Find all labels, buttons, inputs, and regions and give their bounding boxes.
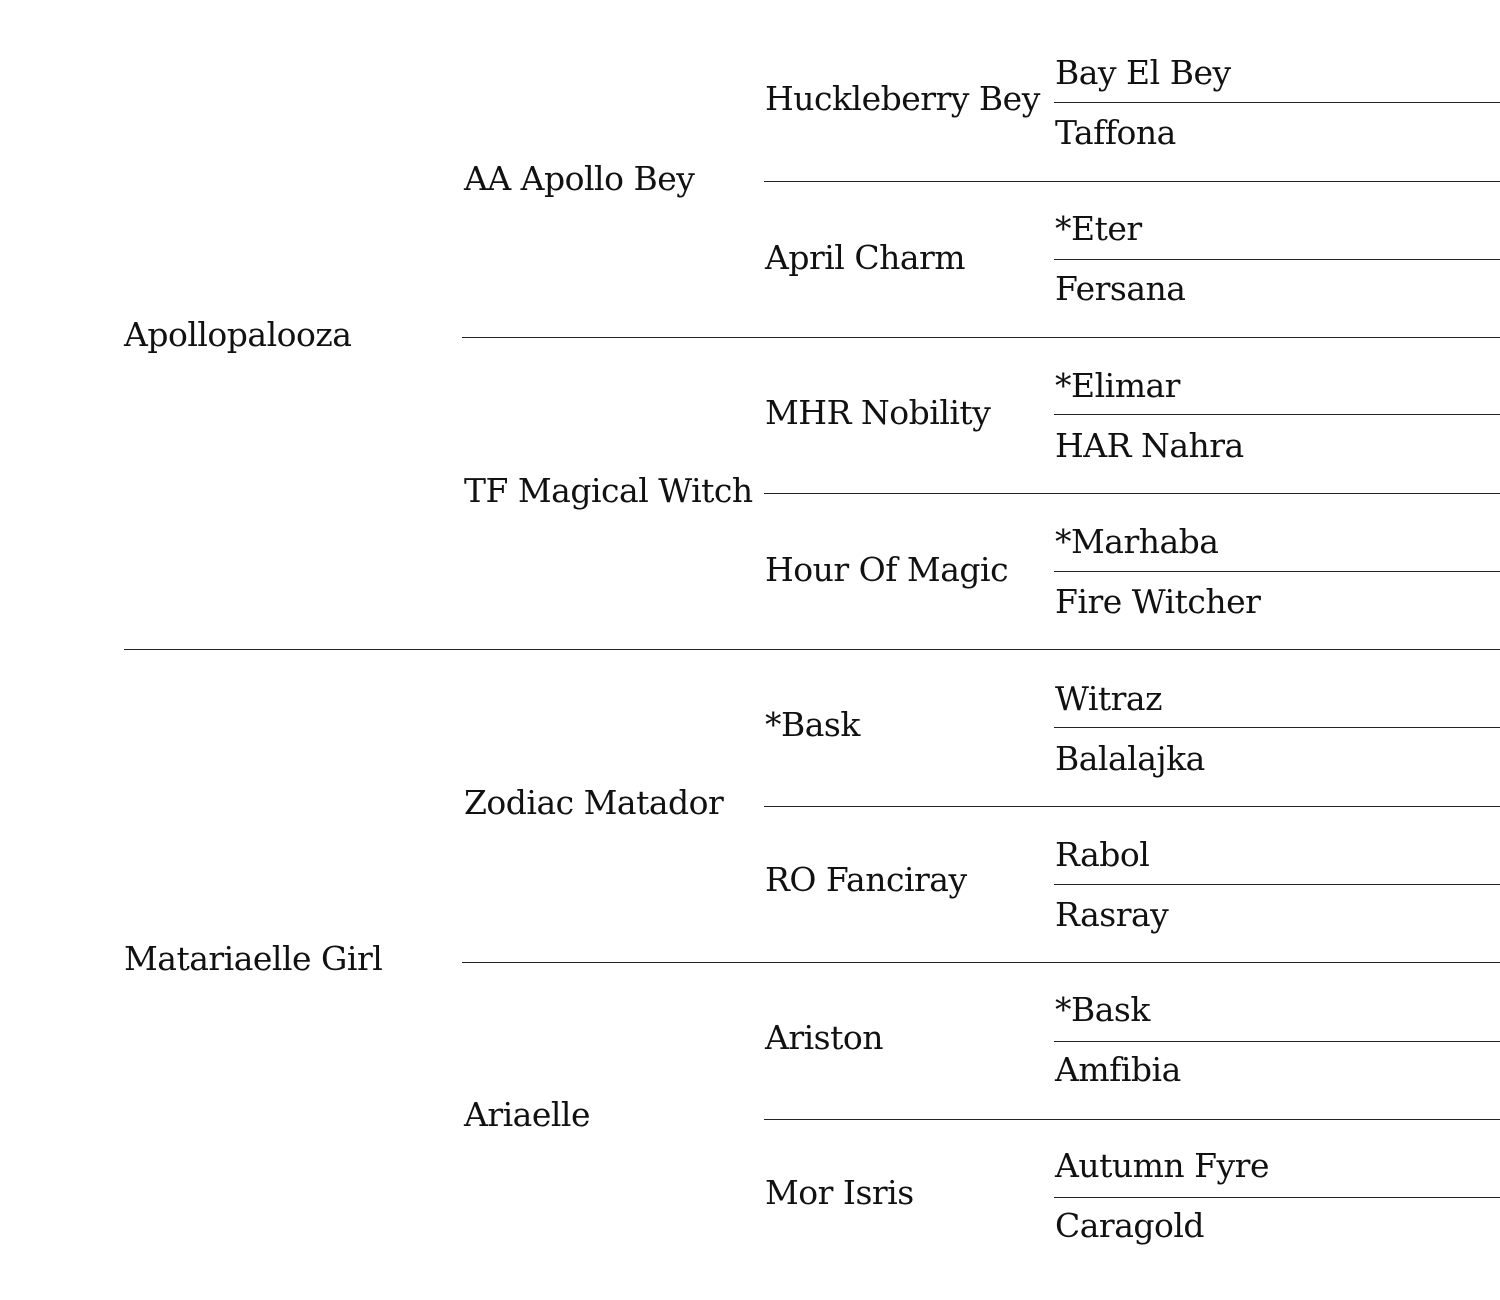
generation-4-divider: [1054, 102, 1500, 103]
great-great-grandparent-name: Caragold: [1055, 1206, 1205, 1245]
great-grandparent-name: Hour Of Magic: [765, 550, 1009, 589]
generation-3-divider: [764, 181, 1500, 182]
sire-sire-name: AA Apollo Bey: [464, 159, 695, 198]
generation-4-divider: [1054, 1197, 1500, 1198]
great-grandparent-name: *Bask: [765, 705, 860, 744]
generation-4-divider: [1054, 1041, 1500, 1042]
dam-dam-name: Ariaelle: [464, 1095, 591, 1134]
generation-3-divider: [764, 1119, 1500, 1120]
generation-2-divider: [462, 962, 1500, 963]
great-grandparent-name: April Charm: [765, 238, 966, 277]
great-great-grandparent-name: Autumn Fyre: [1055, 1146, 1269, 1185]
generation-4-divider: [1054, 571, 1500, 572]
great-great-grandparent-name: *Elimar: [1055, 366, 1180, 405]
sire-dam-name: TF Magical Witch: [464, 471, 753, 510]
great-great-grandparent-name: Fersana: [1055, 269, 1186, 308]
generation-4-divider: [1054, 414, 1500, 415]
great-great-grandparent-name: Amfibia: [1055, 1050, 1181, 1089]
generation-4-divider: [1054, 727, 1500, 728]
generation-2-divider: [462, 337, 1500, 338]
great-great-grandparent-name: Witraz: [1055, 679, 1162, 718]
great-grandparent-name: Huckleberry Bey: [765, 79, 1040, 118]
great-grandparent-name: MHR Nobility: [765, 393, 991, 432]
great-great-grandparent-name: Fire Witcher: [1055, 582, 1261, 621]
great-great-grandparent-name: *Bask: [1055, 990, 1150, 1029]
generation-4-divider: [1054, 259, 1500, 260]
great-great-grandparent-name: Rasray: [1055, 895, 1169, 934]
dam-name: Matariaelle Girl: [124, 939, 383, 978]
great-great-grandparent-name: *Marhaba: [1055, 522, 1219, 561]
great-grandparent-name: Ariston: [765, 1018, 883, 1057]
great-great-grandparent-name: Balalajka: [1055, 739, 1205, 778]
great-great-grandparent-name: Bay El Bey: [1055, 53, 1231, 92]
great-great-grandparent-name: Taffona: [1055, 113, 1176, 152]
generation-3-divider: [764, 806, 1500, 807]
generation-1-divider: [124, 649, 1500, 650]
dam-sire-name: Zodiac Matador: [464, 783, 724, 822]
great-grandparent-name: RO Fanciray: [765, 860, 967, 899]
generation-4-divider: [1054, 884, 1500, 885]
generation-3-divider: [764, 493, 1500, 494]
great-great-grandparent-name: Rabol: [1055, 835, 1150, 874]
sire-name: Apollopalooza: [124, 315, 352, 354]
great-great-grandparent-name: HAR Nahra: [1055, 426, 1244, 465]
great-grandparent-name: Mor Isris: [765, 1173, 914, 1212]
great-great-grandparent-name: *Eter: [1055, 209, 1142, 248]
